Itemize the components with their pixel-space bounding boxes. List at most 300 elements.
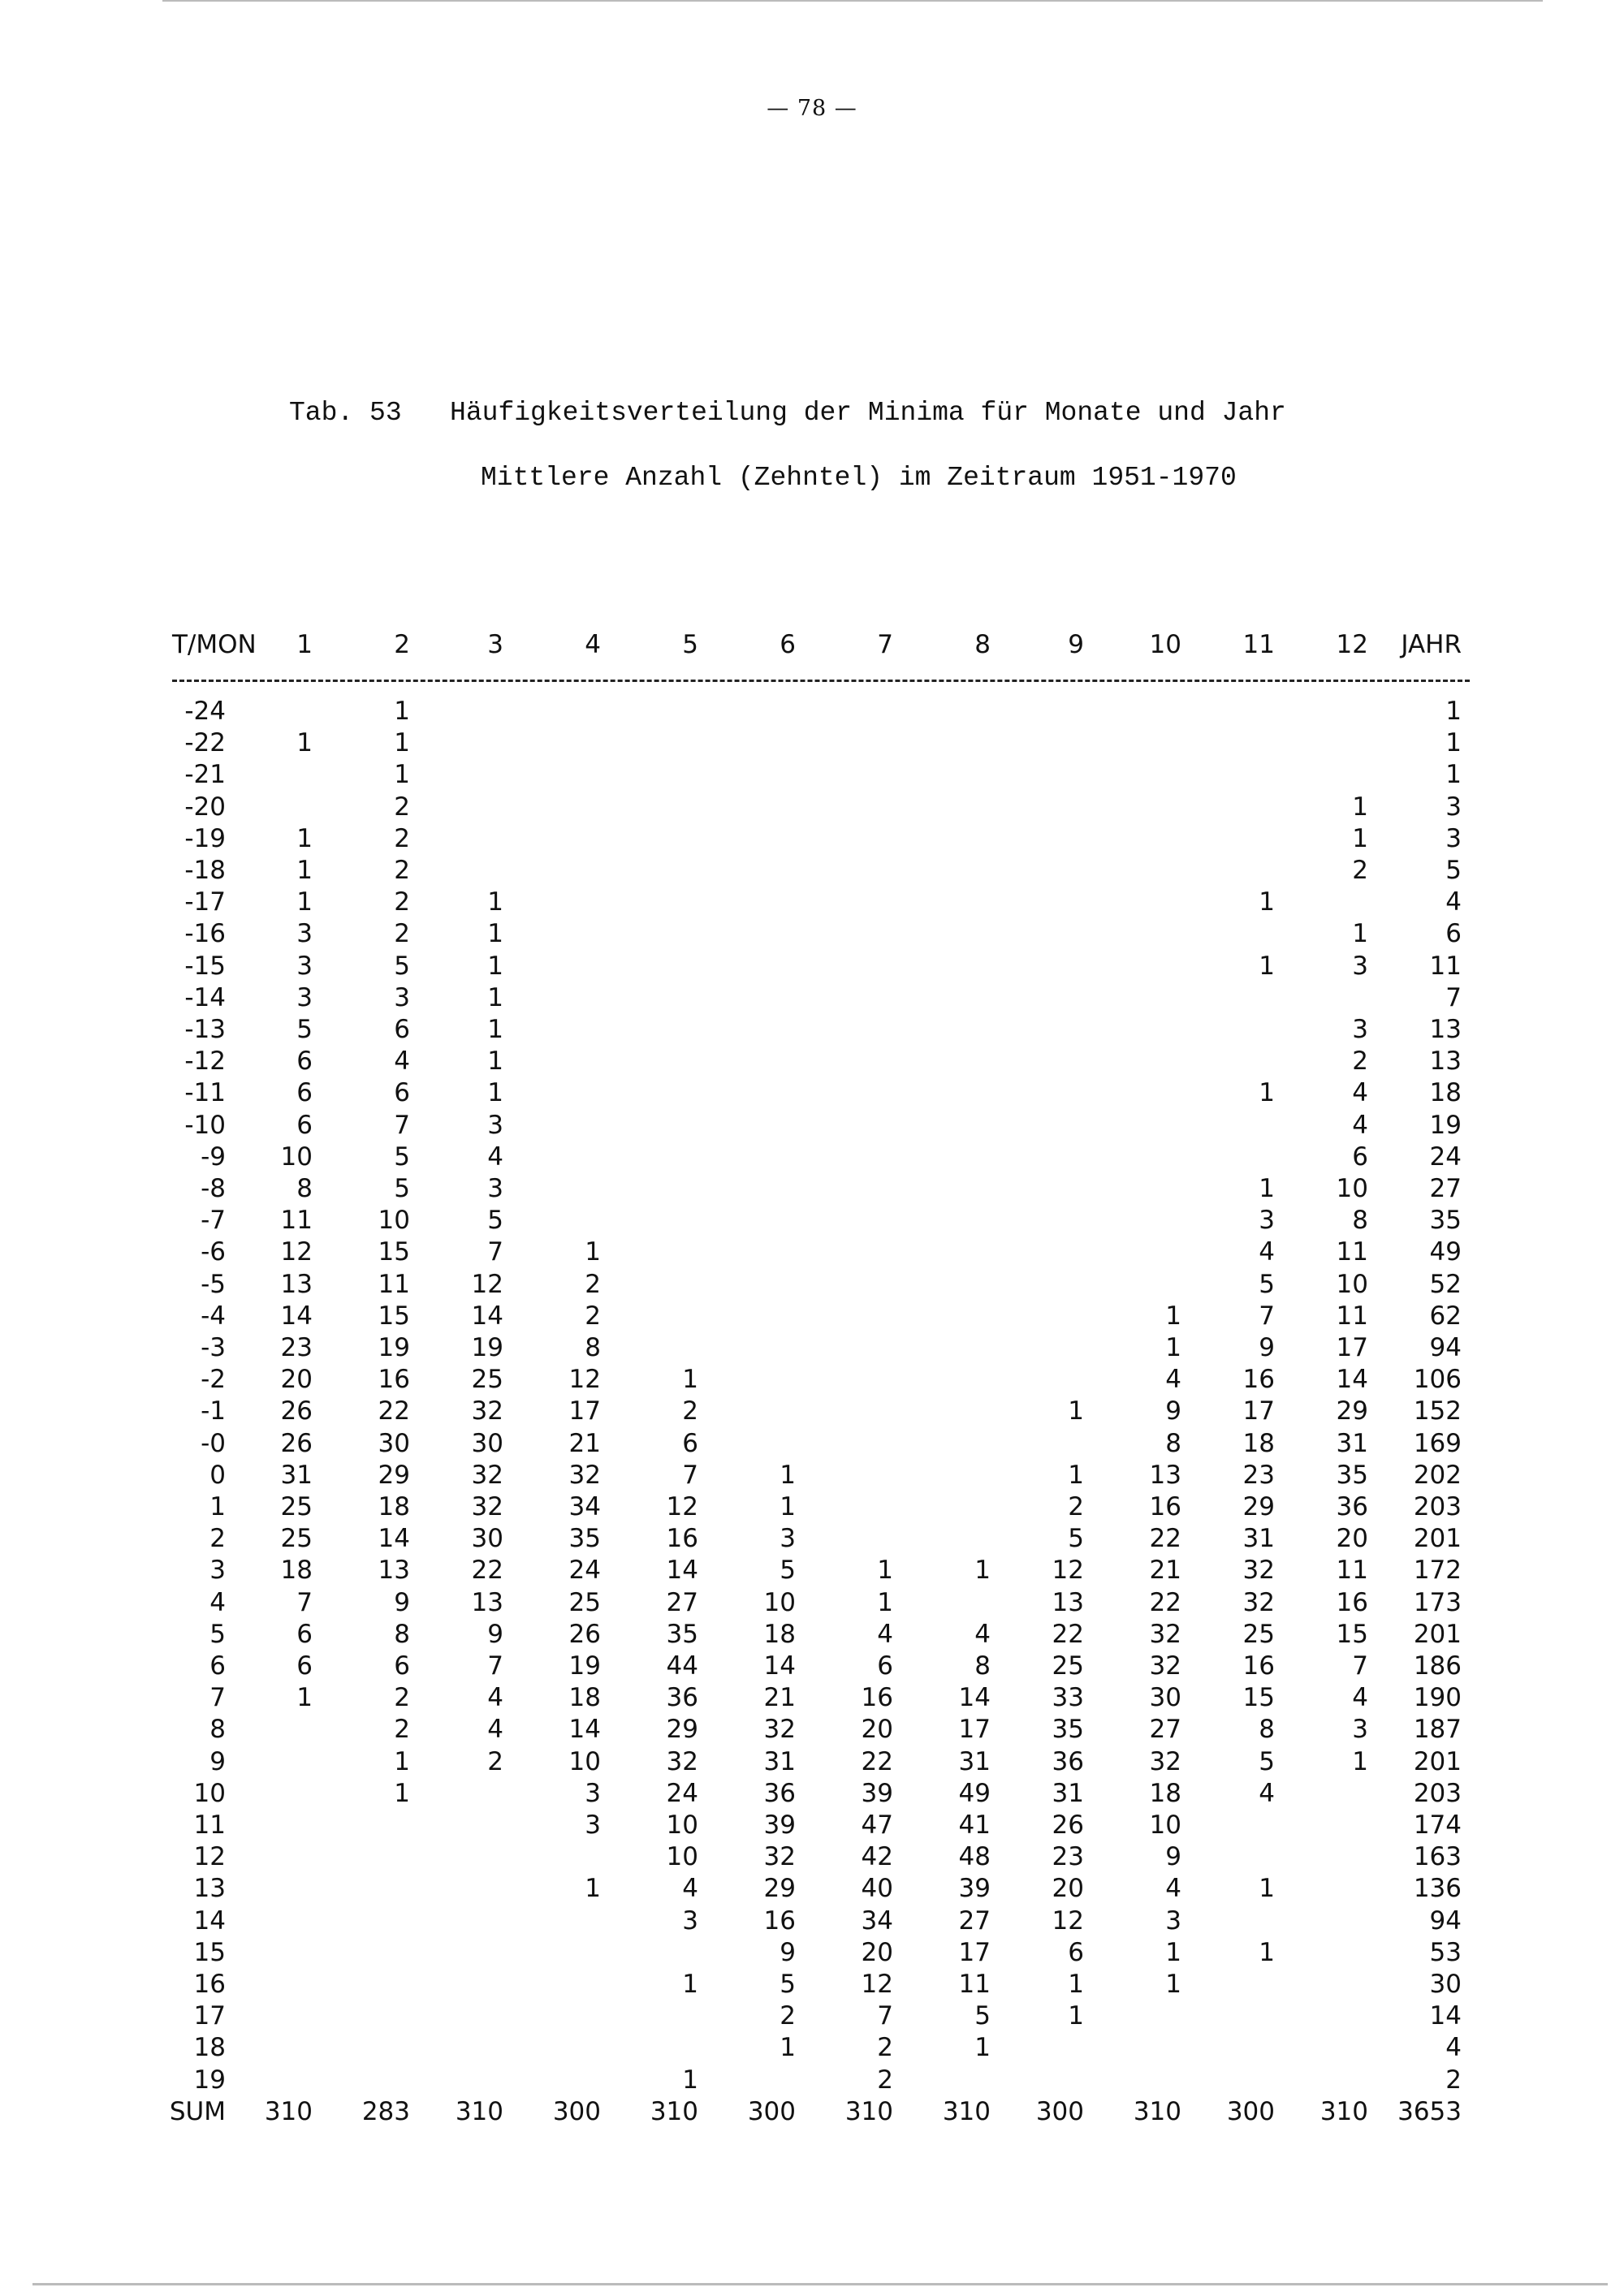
table-cell: 4 — [487, 1683, 503, 1713]
table-cell: 6 — [877, 1651, 893, 1681]
table-cell: 6 — [296, 1651, 313, 1681]
table-cell: 2 — [1352, 1047, 1368, 1077]
table-cell: 22 — [1149, 1524, 1181, 1554]
table-cell: 1 — [296, 823, 313, 853]
table-cell: 32 — [1149, 1651, 1181, 1681]
table-cell: 20 — [1052, 1874, 1084, 1904]
table-cell: 1 — [394, 728, 410, 758]
table-cell: 20 — [861, 1937, 893, 1967]
row-label: -4 — [201, 1301, 226, 1331]
table-cell: 16 — [763, 1905, 796, 1936]
table-cell: 1 — [1165, 1937, 1181, 1967]
table-cell: 17 — [958, 1937, 991, 1967]
table-cell: 1 — [1068, 2001, 1084, 2031]
table-cell: 42 — [861, 1842, 893, 1872]
table-cell: 14 — [666, 1556, 698, 1586]
table-cell: 4 — [1259, 1778, 1275, 1808]
row-label: -24 — [184, 697, 226, 726]
table-cell: 300 — [1226, 2096, 1275, 2126]
corner-label: T/MON — [172, 630, 257, 659]
table-cell: 201 — [1413, 1524, 1462, 1554]
table-cell: 30 — [378, 1428, 410, 1458]
table-cell: 15 — [1336, 1619, 1368, 1649]
table-cell: 1 — [1259, 1874, 1275, 1904]
table-cell: 14 — [763, 1651, 796, 1681]
table-cell: 49 — [958, 1778, 991, 1808]
table-cell: 27 — [1149, 1715, 1181, 1745]
table-cell: 310 — [1320, 2096, 1368, 2126]
table-cell: 7 — [682, 1460, 698, 1490]
row-label: -19 — [184, 823, 226, 853]
table-cell: 11 — [378, 1269, 410, 1299]
table-cell: 1 — [1352, 919, 1368, 949]
table-cell: 310 — [264, 2096, 313, 2126]
table-cell: 3 — [780, 1524, 796, 1554]
table-cell: 2 — [877, 2065, 893, 2095]
table-cell: 8 — [585, 1333, 601, 1362]
table-cell: 169 — [1413, 1428, 1462, 1458]
table-cell: 8 — [974, 1651, 991, 1681]
table-cell: 32 — [1149, 1746, 1181, 1776]
table-cell: 2 — [394, 919, 410, 949]
table-cell: 1 — [780, 1492, 796, 1521]
table-cell: 203 — [1413, 1492, 1462, 1521]
table-cell: 4 — [682, 1874, 698, 1904]
table-cell: 310 — [942, 2096, 991, 2126]
table-cell: 15 — [378, 1301, 410, 1331]
table-cell: 11 — [280, 1206, 313, 1236]
table-cell: 17 — [1336, 1333, 1368, 1362]
column-header: 1 — [296, 630, 313, 659]
row-label: 11 — [193, 1810, 226, 1840]
table-cell: 1 — [780, 2033, 796, 2063]
table-cell: 16 — [861, 1683, 893, 1713]
table-cell: 4 — [1445, 2033, 1462, 2063]
table-cell: 31 — [1336, 1428, 1368, 1458]
page-number: — 78 — — [767, 96, 857, 121]
table-cell: 173 — [1413, 1587, 1462, 1617]
row-label: 17 — [193, 2001, 226, 2031]
table-cell: 39 — [763, 1810, 796, 1840]
table-cell: 94 — [1429, 1905, 1462, 1936]
table-cell: 31 — [763, 1746, 796, 1776]
table-cell: 16 — [1149, 1492, 1181, 1521]
table-cell: 1 — [487, 951, 503, 981]
table-cell: 15 — [1242, 1683, 1275, 1713]
table-cell: 49 — [1429, 1237, 1462, 1267]
table-cell: 136 — [1413, 1874, 1462, 1904]
table-cell: 10 — [666, 1810, 698, 1840]
table-cell: 22 — [1149, 1587, 1181, 1617]
table-cell: 1 — [394, 760, 410, 790]
row-label: 7 — [209, 1683, 226, 1713]
table-cell: 19 — [378, 1333, 410, 1362]
row-label: -18 — [184, 856, 226, 885]
table-cell: 1 — [1259, 1078, 1275, 1108]
table-cell: 3 — [1445, 823, 1462, 853]
table-cell: 174 — [1413, 1810, 1462, 1840]
table-cell: 31 — [958, 1746, 991, 1776]
table-cell: 26 — [1052, 1810, 1084, 1840]
row-label: 5 — [209, 1619, 226, 1649]
table-cell: 32 — [763, 1715, 796, 1745]
column-header: 8 — [974, 630, 991, 659]
table-cell: 5 — [1068, 1524, 1084, 1554]
table-cell: 12 — [471, 1269, 503, 1299]
table-cell: 29 — [666, 1715, 698, 1745]
table-cell: 18 — [1149, 1778, 1181, 1808]
table-cell: 29 — [378, 1460, 410, 1490]
table-cell: 12 — [861, 1970, 893, 1999]
table-cell: 10 — [280, 1142, 313, 1172]
table-cell: 7 — [1445, 982, 1462, 1012]
row-label: -15 — [184, 951, 226, 981]
table-cell: 1 — [974, 1556, 991, 1586]
table-cell: 32 — [471, 1492, 503, 1521]
table-cell: 3653 — [1397, 2096, 1462, 2126]
table-cell: 48 — [958, 1842, 991, 1872]
table-cell: 12 — [666, 1492, 698, 1521]
table-cell: 20 — [861, 1715, 893, 1745]
table-cell: 3 — [487, 1174, 503, 1203]
table-cell: 7 — [1352, 1651, 1368, 1681]
table-cell: 14 — [1336, 1365, 1368, 1395]
table-cell: 1 — [1445, 697, 1462, 726]
table-cell: 19 — [568, 1651, 601, 1681]
table-cell: 1 — [296, 1683, 313, 1713]
table-cell: 203 — [1413, 1778, 1462, 1808]
table-cell: 1 — [974, 2033, 991, 2063]
table-cell: 29 — [1242, 1492, 1275, 1521]
table-cell: 1 — [1068, 1460, 1084, 1490]
table-cell: 31 — [1242, 1524, 1275, 1554]
row-label: -7 — [201, 1206, 226, 1236]
table-cell: 12 — [1052, 1905, 1084, 1936]
table-cell: 20 — [280, 1365, 313, 1395]
table-cell: 1 — [1165, 1970, 1181, 1999]
table-cell: 1 — [1068, 1396, 1084, 1426]
table-cell: 25 — [1242, 1619, 1275, 1649]
table-cell: 14 — [1429, 2001, 1462, 2031]
table-cell: 36 — [1052, 1746, 1084, 1776]
table-cell: 21 — [568, 1428, 601, 1458]
table-cell: 27 — [1429, 1174, 1462, 1203]
table-cell: 6 — [296, 1110, 313, 1140]
table-cell: 4 — [1259, 1237, 1275, 1267]
table-cell: 22 — [1052, 1619, 1084, 1649]
row-label: -9 — [201, 1142, 226, 1172]
table-cell: 24 — [666, 1778, 698, 1808]
table-cell: 3 — [1165, 1905, 1181, 1936]
table-cell: 5 — [1445, 856, 1462, 885]
table-cell: 30 — [471, 1428, 503, 1458]
table-cell: 163 — [1413, 1842, 1462, 1872]
row-label: -14 — [184, 982, 226, 1012]
table-cell: 300 — [747, 2096, 796, 2126]
table-cell: 6 — [394, 1078, 410, 1108]
table-cell: 4 — [394, 1047, 410, 1077]
table-cell: 40 — [861, 1874, 893, 1904]
table-cell: 32 — [471, 1396, 503, 1426]
row-label: SUM — [169, 2096, 226, 2126]
table-cell: 35 — [1052, 1715, 1084, 1745]
row-label: -16 — [184, 919, 226, 949]
row-label: -6 — [201, 1237, 226, 1267]
table-cell: 9 — [394, 1587, 410, 1617]
table-cell: 9 — [1165, 1396, 1181, 1426]
column-header: 4 — [585, 630, 601, 659]
table-cell: 187 — [1413, 1715, 1462, 1745]
table-cell: 106 — [1413, 1365, 1462, 1395]
row-label: 13 — [193, 1874, 226, 1904]
table-cell: 32 — [471, 1460, 503, 1490]
table-cell: 5 — [394, 1174, 410, 1203]
table-cell: 3 — [296, 951, 313, 981]
table-cell: 25 — [280, 1524, 313, 1554]
row-label: 12 — [193, 1842, 226, 1872]
row-label: -11 — [184, 1078, 226, 1108]
table-cell: 152 — [1413, 1396, 1462, 1426]
table-cell: 1 — [296, 856, 313, 885]
row-label: -10 — [184, 1110, 226, 1140]
column-header: 12 — [1336, 630, 1368, 659]
table-cell: 2 — [1445, 2065, 1462, 2095]
table-cell: 300 — [552, 2096, 601, 2126]
table-cell: 1 — [682, 1970, 698, 1999]
table-cell: 3 — [1352, 1715, 1368, 1745]
table-cell: 17 — [568, 1396, 601, 1426]
table-cell: 15 — [378, 1237, 410, 1267]
row-label: 2 — [209, 1524, 226, 1554]
table-cell: 14 — [958, 1683, 991, 1713]
row-label: -21 — [184, 760, 226, 790]
table-cell: 1 — [487, 1015, 503, 1044]
table-cell: 2 — [682, 1396, 698, 1426]
row-label: 4 — [209, 1587, 226, 1617]
table-cell: 4 — [1165, 1365, 1181, 1395]
table-cell: 17 — [1242, 1396, 1275, 1426]
table-cell: 3 — [585, 1778, 601, 1808]
table-cell: 1 — [1352, 823, 1368, 853]
row-label: -17 — [184, 887, 226, 917]
column-header: 6 — [780, 630, 796, 659]
table-cell: 32 — [763, 1842, 796, 1872]
table-cell: 6 — [296, 1047, 313, 1077]
table-cell: 23 — [1242, 1460, 1275, 1490]
table-cell: 5 — [296, 1015, 313, 1044]
row-label: 14 — [193, 1905, 226, 1936]
table-cell: 3 — [1352, 951, 1368, 981]
table-cell: 3 — [1259, 1206, 1275, 1236]
column-header: 11 — [1242, 630, 1275, 659]
table-cell: 8 — [296, 1174, 313, 1203]
table-cell: 34 — [861, 1905, 893, 1936]
table-cell: 7 — [296, 1587, 313, 1617]
table-title: Tab. 53 Häufigkeitsverteilung der Minima für Monate und Jahr — [289, 398, 1286, 428]
table-cell: 1 — [1445, 760, 1462, 790]
table-cell: 6 — [296, 1078, 313, 1108]
row-label: 10 — [193, 1778, 226, 1808]
table-cell: 1 — [1352, 1746, 1368, 1776]
table-cell: 8 — [1259, 1715, 1275, 1745]
table-cell: 5 — [1259, 1746, 1275, 1776]
row-label: -8 — [201, 1174, 226, 1203]
row-label: 1 — [209, 1492, 226, 1521]
table-cell: 22 — [378, 1396, 410, 1426]
table-cell: 29 — [763, 1874, 796, 1904]
table-cell: 1 — [487, 982, 503, 1012]
table-cell: 10 — [666, 1842, 698, 1872]
table-cell: 9 — [1165, 1842, 1181, 1872]
table-cell: 30 — [1149, 1683, 1181, 1713]
table-cell: 36 — [763, 1778, 796, 1808]
table-cell: 310 — [1133, 2096, 1181, 2126]
table-cell: 23 — [1052, 1842, 1084, 1872]
table-cell: 3 — [296, 919, 313, 949]
table-cell: 186 — [1413, 1651, 1462, 1681]
table-cell: 4 — [487, 1715, 503, 1745]
row-label: -5 — [201, 1269, 226, 1299]
table-cell: 4 — [1352, 1110, 1368, 1140]
table-cell: 13 — [1149, 1460, 1181, 1490]
table-cell: 19 — [1429, 1110, 1462, 1140]
table-cell: 18 — [1429, 1078, 1462, 1108]
table-cell: 94 — [1429, 1333, 1462, 1362]
table-cell: 6 — [394, 1015, 410, 1044]
table-cell: 35 — [568, 1524, 601, 1554]
row-label: -22 — [184, 728, 226, 758]
column-header: JAHR — [1401, 630, 1462, 659]
table-cell: 10 — [1336, 1269, 1368, 1299]
table-cell: 35 — [666, 1619, 698, 1649]
table-cell: 32 — [568, 1460, 601, 1490]
row-label: 6 — [209, 1651, 226, 1681]
table-cell: 1 — [487, 1047, 503, 1077]
table-cell: 172 — [1413, 1556, 1462, 1586]
table-cell: 27 — [666, 1587, 698, 1617]
table-cell: 310 — [844, 2096, 893, 2126]
table-cell: 18 — [280, 1556, 313, 1586]
table-cell: 201 — [1413, 1619, 1462, 1649]
row-label: -0 — [201, 1428, 226, 1458]
table-cell: 1 — [780, 1460, 796, 1490]
table-cell: 26 — [280, 1396, 313, 1426]
table-cell: 2 — [780, 2001, 796, 2031]
table-cell: 1 — [682, 2065, 698, 2095]
table-cell: 5 — [780, 1556, 796, 1586]
table-cell: 13 — [471, 1587, 503, 1617]
table-cell: 300 — [1035, 2096, 1084, 2126]
table-cell: 5 — [487, 1206, 503, 1236]
table-cell: 1 — [682, 1365, 698, 1395]
table-cell: 6 — [1068, 1937, 1084, 1967]
table-cell: 13 — [1429, 1047, 1462, 1077]
table-cell: 4 — [877, 1619, 893, 1649]
row-label: -20 — [184, 792, 226, 822]
table-cell: 52 — [1429, 1269, 1462, 1299]
table-cell: 1 — [585, 1237, 601, 1267]
table-cell: 7 — [877, 2001, 893, 2031]
row-label: 19 — [193, 2065, 226, 2095]
table-cell: 5 — [1259, 1269, 1275, 1299]
table-cell: 3 — [296, 982, 313, 1012]
table-cell: 2 — [877, 2033, 893, 2063]
table-cell: 7 — [394, 1110, 410, 1140]
header-divider — [172, 680, 1470, 682]
table-cell: 5 — [394, 951, 410, 981]
table-cell: 1 — [1068, 1970, 1084, 1999]
table-cell: 310 — [650, 2096, 698, 2126]
table-cell: 24 — [1429, 1142, 1462, 1172]
table-cell: 2 — [487, 1746, 503, 1776]
table-cell: 14 — [568, 1715, 601, 1745]
table-cell: 36 — [1336, 1492, 1368, 1521]
table-cell: 6 — [1352, 1142, 1368, 1172]
table-cell: 3 — [487, 1110, 503, 1140]
table-cell: 10 — [763, 1587, 796, 1617]
table-cell: 39 — [861, 1778, 893, 1808]
table-cell: 4 — [487, 1142, 503, 1172]
table-cell: 2 — [585, 1269, 601, 1299]
table-cell: 1 — [394, 1778, 410, 1808]
table-cell: 3 — [1445, 792, 1462, 822]
table-cell: 25 — [280, 1492, 313, 1521]
table-cell: 1 — [877, 1556, 893, 1586]
table-cell: 1 — [394, 1746, 410, 1776]
table-cell: 2 — [394, 887, 410, 917]
table-cell: 4 — [1445, 887, 1462, 917]
table-cell: 16 — [1242, 1365, 1275, 1395]
table-cell: 2 — [394, 1715, 410, 1745]
table-cell: 16 — [1242, 1651, 1275, 1681]
table-cell: 5 — [974, 2001, 991, 2031]
table-cell: 1 — [1445, 728, 1462, 758]
table-cell: 2 — [585, 1301, 601, 1331]
column-header: 5 — [682, 630, 698, 659]
table-cell: 1 — [1165, 1301, 1181, 1331]
row-label: 16 — [193, 1970, 226, 1999]
table-cell: 18 — [1242, 1428, 1275, 1458]
table-cell: 17 — [958, 1715, 991, 1745]
table-cell: 14 — [280, 1301, 313, 1331]
table-cell: 19 — [471, 1333, 503, 1362]
table-cell: 202 — [1413, 1460, 1462, 1490]
row-label: -12 — [184, 1047, 226, 1077]
table-cell: 8 — [394, 1619, 410, 1649]
table-cell: 31 — [1052, 1778, 1084, 1808]
table-cell: 36 — [666, 1683, 698, 1713]
table-cell: 13 — [1429, 1015, 1462, 1044]
table-cell: 16 — [666, 1524, 698, 1554]
table-cell: 32 — [666, 1746, 698, 1776]
table-cell: 201 — [1413, 1746, 1462, 1776]
table-cell: 10 — [378, 1206, 410, 1236]
table-cell: 4 — [1352, 1078, 1368, 1108]
table-cell: 4 — [1352, 1683, 1368, 1713]
column-header: 3 — [487, 630, 503, 659]
table-cell: 39 — [958, 1874, 991, 1904]
table-cell: 5 — [394, 1142, 410, 1172]
table-cell: 12 — [1052, 1556, 1084, 1586]
table-cell: 26 — [568, 1619, 601, 1649]
table-cell: 3 — [585, 1810, 601, 1840]
table-cell: 13 — [280, 1269, 313, 1299]
table-cell: 32 — [1242, 1556, 1275, 1586]
table-cell: 18 — [378, 1492, 410, 1521]
table-cell: 1 — [1259, 951, 1275, 981]
table-cell: 1 — [1259, 887, 1275, 917]
table-cell: 190 — [1413, 1683, 1462, 1713]
